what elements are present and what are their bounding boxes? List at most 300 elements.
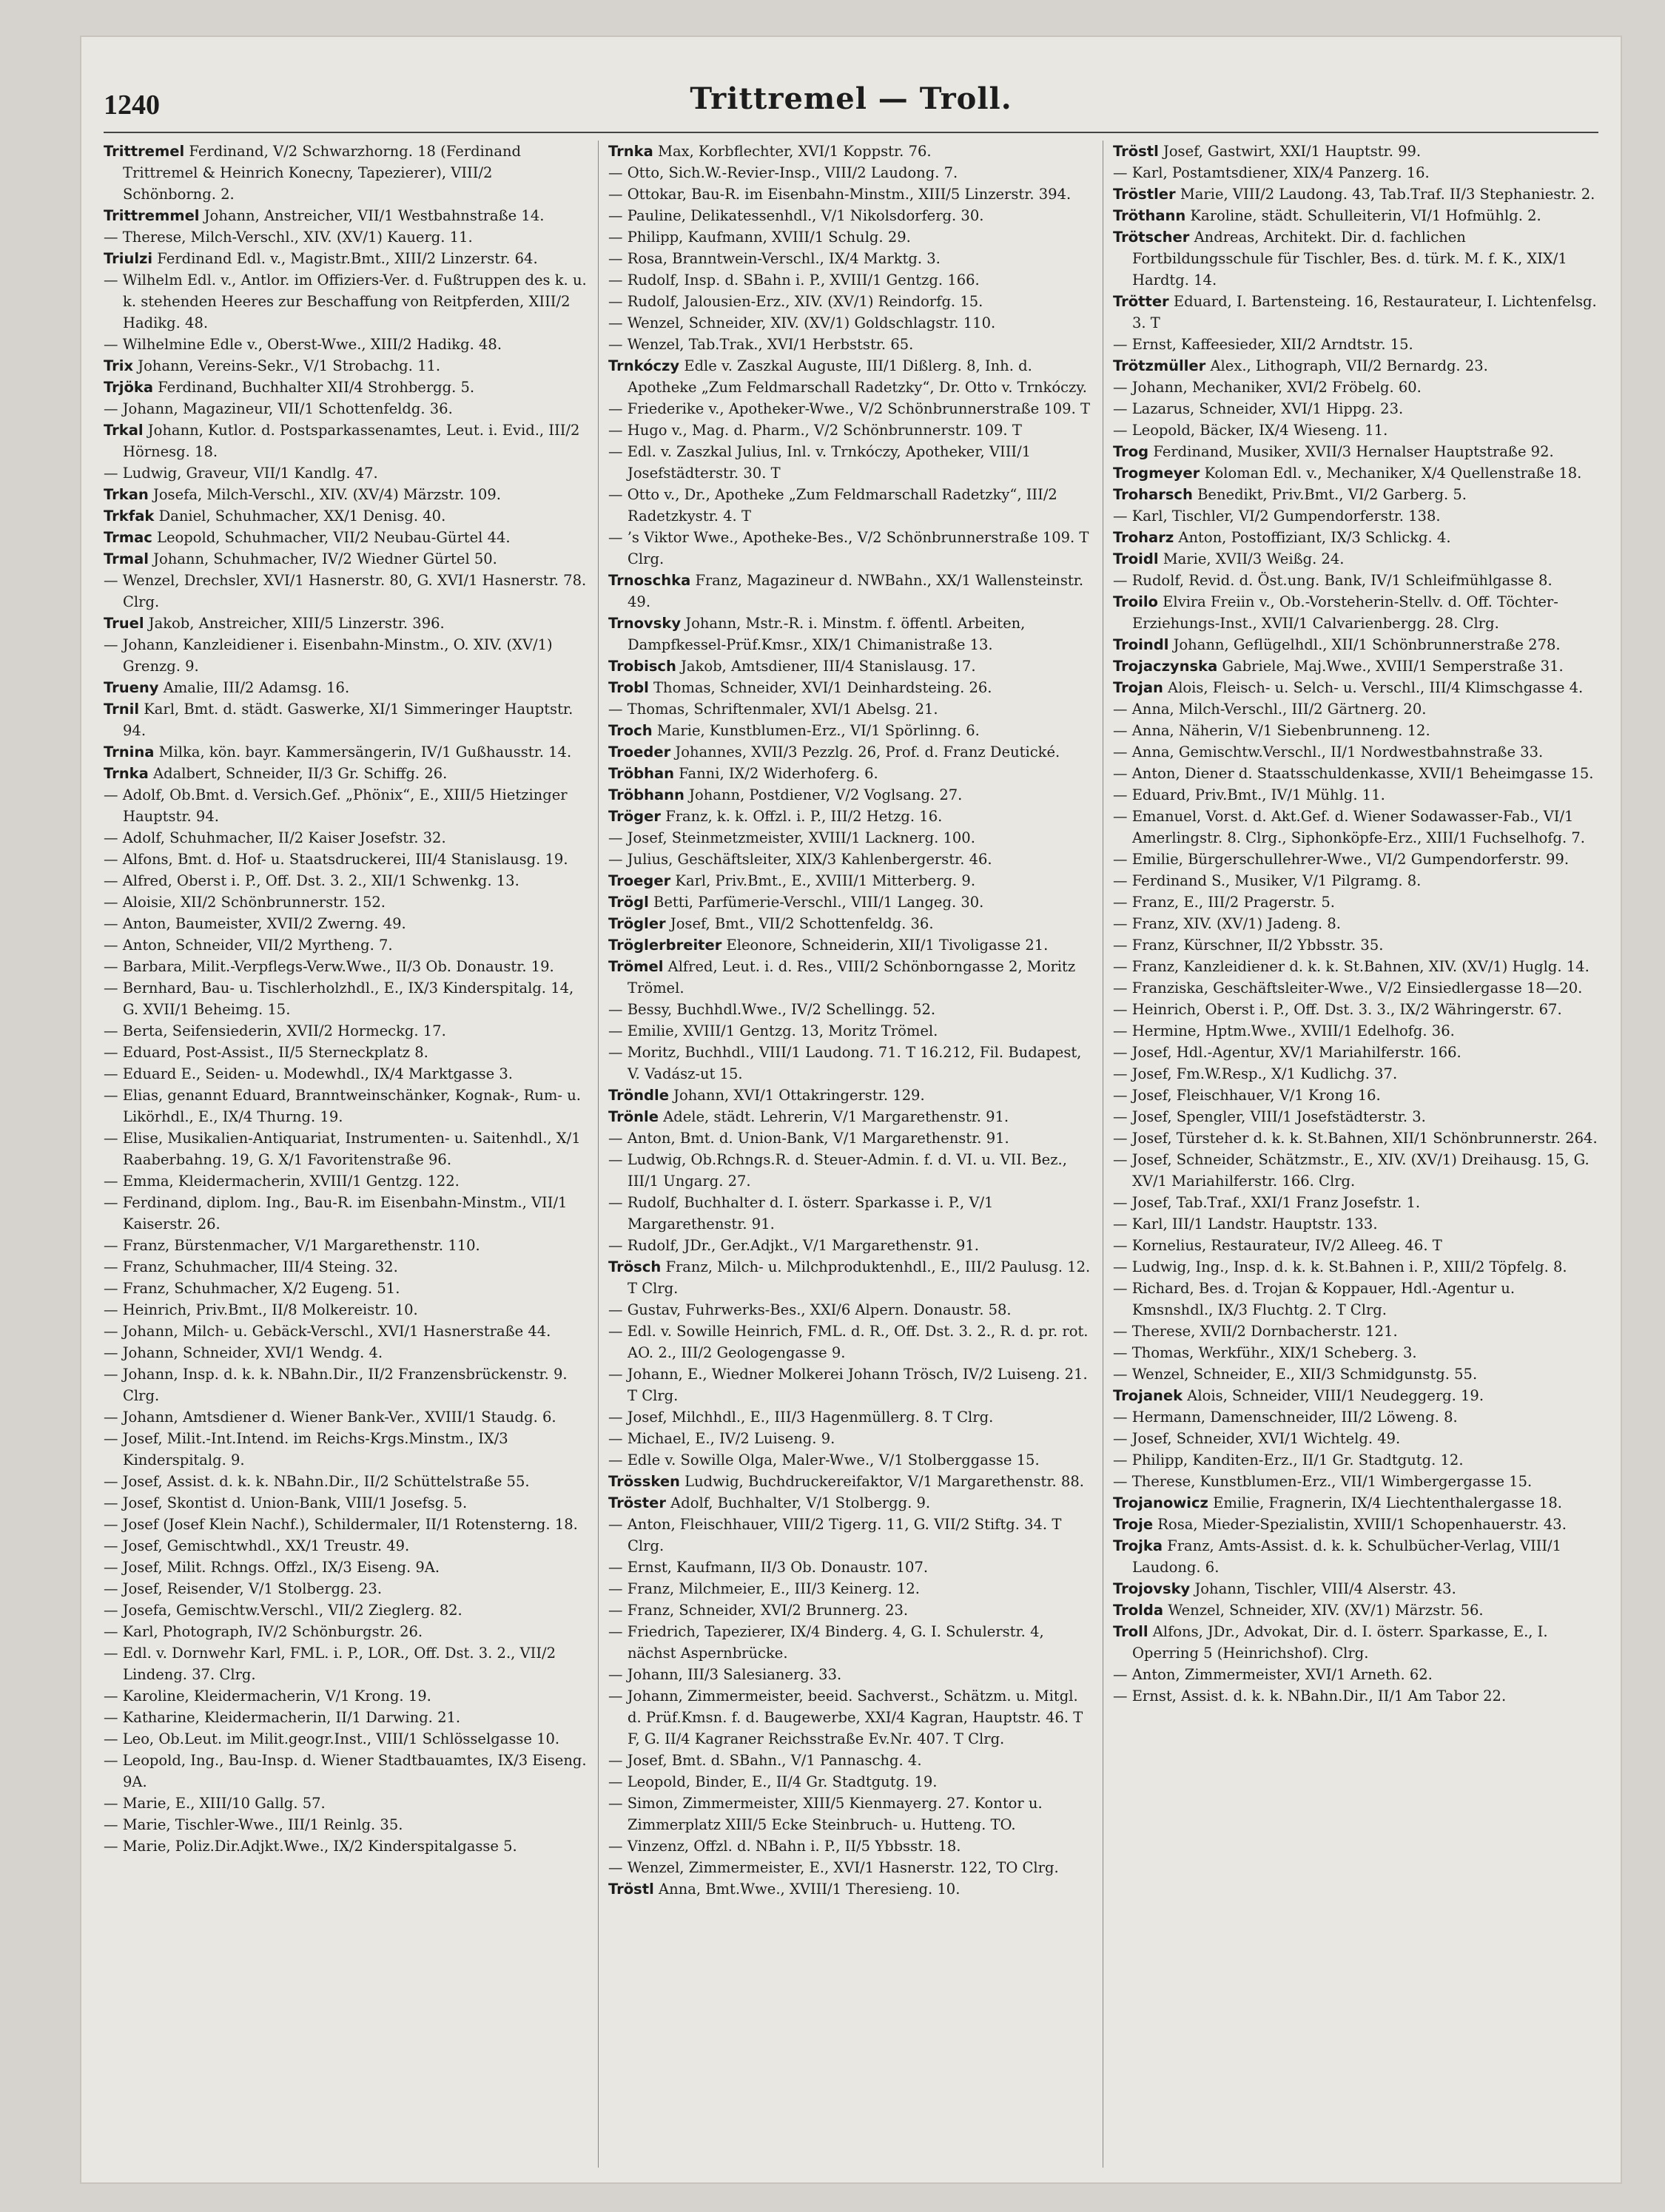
- entry-surname: Trittremel: [104, 143, 185, 160]
- entry-details: Eleonore, Schneiderin, XII/1 Tivoligasse 21.: [726, 937, 1049, 954]
- directory-entry: [104, 1085, 588, 1127]
- entry-details: — Hermine, Hptm.Wwe., XVIII/1 Edelhofg. 36.: [1113, 1022, 1455, 1039]
- entry-details: Johann, Kutlor. d. Postsparkassenamtes, Leut. i. Evid., III/2 Hörnesg. 18.: [123, 422, 580, 460]
- entry-surname: Tröstler: [1113, 186, 1176, 203]
- entry-details: — Marie, Tischler-Wwe., III/1 Reinlg. 35.: [104, 1816, 403, 1833]
- entry-surname: Trix: [104, 357, 134, 374]
- entry-details: — Edl. v. Zaszkal Julius, Inl. v. Trnkóczy, Apotheker, VIII/1 Josefstädterstr. 30. T: [608, 443, 1032, 482]
- directory-entry: [104, 355, 588, 377]
- directory-entry: [104, 484, 588, 505]
- entry-details: — Anna, Milch-Verschl., III/2 Gärtnerg. 20.: [1113, 701, 1427, 718]
- entry-details: Johann, Mstr.-R. i. Minstm. f. öffentl. Arbeiten, Dampfkessel-Prüf.Kmsr., XIX/1 Chimanistraße 13.: [628, 615, 1026, 653]
- entry-details: — Richard, Bes. d. Trojan & Koppauer, Hdl.-Agentur u. Kmsnshdl., IX/3 Fluchtg. 2. T Clrg.: [1113, 1280, 1516, 1318]
- entry-surname: Trkan: [104, 486, 149, 503]
- entry-details: Ferdinand, V/2 Schwarzhorng. 18 (Ferdinand Trittremel & Heinrich Konecny, Tapezierer), VIII/2 Schönborng. 2.: [123, 143, 522, 203]
- entry-details: — Josef, Schneider, Schätzmstr., E., XIV. (XV/1) Dreihausg. 15, G. XV/1 Mariahilferstr. 166. Clrg.: [1113, 1151, 1590, 1190]
- directory-entry: [608, 1621, 1093, 1664]
- entry-details: — Karl, III/1 Landstr. Hauptstr. 133.: [1113, 1215, 1378, 1233]
- entry-surname: Troharz: [1113, 529, 1174, 546]
- directory-entry: [608, 484, 1093, 527]
- entry-details: — Anna, Gemischtw.Verschl., II/1 Nordwestbahnstraße 33.: [1113, 743, 1544, 761]
- directory-entry: [104, 1235, 588, 1256]
- directory-entry: [1113, 527, 1598, 548]
- entry-details: Emilie, Fragnerin, IX/4 Liechtenthalergasse 18.: [1213, 1494, 1562, 1511]
- entry-details: — Rosa, Branntwein-Verschl., IX/4 Marktg. 3.: [608, 250, 941, 267]
- entry-details: — Josef, Hdl.-Agentur, XV/1 Mariahilferstr. 166.: [1113, 1044, 1462, 1061]
- entry-surname: Trojan: [1113, 679, 1163, 696]
- directory-entry: [608, 291, 1093, 312]
- entry-details: — Ernst, Kaufmann, II/3 Ob. Donaustr. 107.: [608, 1559, 929, 1576]
- entry-surname: Troindl: [1113, 636, 1169, 653]
- directory-entry: [104, 1063, 588, 1085]
- directory-entry: [1113, 1578, 1598, 1599]
- directory-entry: [1113, 1278, 1598, 1321]
- entry-details: Alois, Schneider, VIII/1 Neudeggerg. 19.: [1187, 1387, 1484, 1404]
- entry-details: — Wilhelm Edl. v., Antlor. im Offiziers-Ver. d. Fußtruppen des k. u. k. stehenden Heeres zur Beschaffung von Reitpferden, XIII/2 Hadikg. 48.: [104, 272, 587, 331]
- directory-entry: [608, 827, 1093, 849]
- directory-entry: [608, 226, 1093, 248]
- entry-details: — Leopold, Binder, E., II/4 Gr. Stadtgutg. 19.: [608, 1773, 938, 1790]
- entry-details: Eduard, I. Bartensteing. 16, Restaurateur, I. Lichtenfelsg. 3. T: [1132, 293, 1597, 331]
- entry-surname: Trnka: [104, 765, 149, 782]
- entry-details: — Alfons, Bmt. d. Hof- u. Staatsdruckerei, III/4 Stanislausg. 19.: [104, 851, 568, 868]
- directory-entry: [104, 205, 588, 226]
- entry-details: Alfred, Leut. i. d. Res., VIII/2 Schönborngasse 2, Moritz Trömel.: [628, 958, 1076, 997]
- entry-surname: Truel: [104, 615, 144, 632]
- entry-details: — Johann, Zimmermeister, beeid. Sachverst., Schätzm. u. Mitgl. d. Prüf.Kmsn. f. d. Baugewerbe, XXI/4 Kagran, Hauptstr. 46. T F, G. II/4 Kagraner Reichsstraße Ev.Nr. 407. T Clrg.: [608, 1687, 1083, 1747]
- entry-details: Johann, Vereins-Sekr., V/1 Strobachg. 11.: [138, 357, 441, 374]
- directory-entry: [608, 269, 1093, 291]
- directory-entry: [104, 1535, 588, 1557]
- directory-entry: [104, 934, 588, 956]
- directory-entry: [104, 226, 588, 248]
- entry-details: — Friederike v., Apotheker-Wwe., V/2 Schönbrunnerstraße 109. T: [608, 400, 1090, 417]
- directory-entry: [608, 1363, 1093, 1406]
- entry-details: — Franz, E., III/2 Pragerstr. 5.: [1113, 894, 1335, 911]
- directory-entry: [608, 1406, 1093, 1428]
- entry-details: — Anton, Baumeister, XVII/2 Zwerng. 49.: [104, 915, 406, 932]
- entry-surname: Tröglerbreiter: [608, 937, 722, 954]
- entry-details: — Bernhard, Bau- u. Tischlerholzhdl., E., IX/3 Kinderspitalg. 14, G. XVII/1 Beheimg. 15.: [104, 979, 574, 1018]
- entry-details: — Therese, Kunstblumen-Erz., VII/1 Wimbergergasse 15.: [1113, 1473, 1533, 1490]
- entry-surname: Tröstl: [608, 1881, 654, 1898]
- column-2: [608, 141, 1093, 2168]
- directory-entry: [608, 1771, 1093, 1793]
- directory-entry: [608, 613, 1093, 655]
- entry-details: — Elias, genannt Eduard, Branntweinschänker, Kognak-, Rum- u. Likörhdl., E., IX/4 Thurng. 19.: [104, 1087, 581, 1125]
- directory-entry: [608, 1835, 1093, 1857]
- directory-entry: [1113, 1621, 1598, 1664]
- directory-entry: [1113, 1406, 1598, 1428]
- directory-entry: [608, 956, 1093, 999]
- directory-entry: [1113, 334, 1598, 355]
- directory-entry: [1113, 1535, 1598, 1578]
- entry-details: — Anton, Zimmermeister, XVI/1 Arneth. 62.: [1113, 1666, 1433, 1683]
- directory-entry: [608, 1299, 1093, 1321]
- directory-entry: [608, 1793, 1093, 1835]
- directory-entry: [608, 1235, 1093, 1256]
- entry-surname: Troeder: [608, 743, 671, 761]
- directory-entry: [104, 1342, 588, 1363]
- directory-entry: [1113, 1428, 1598, 1449]
- directory-entry: [608, 1321, 1093, 1363]
- directory-entry: [104, 1707, 588, 1728]
- entry-details: Franz, Amts-Assist. d. k. k. Schulbücher-Verlag, VIII/1 Laudong. 6.: [1132, 1537, 1562, 1576]
- entry-details: — Marie, E., XIII/10 Gallg. 57.: [104, 1795, 326, 1812]
- directory-entry: [104, 634, 588, 677]
- entry-surname: Tröstl: [1113, 143, 1159, 160]
- column-divider: [598, 141, 599, 2168]
- entry-surname: Trojanek: [1113, 1387, 1183, 1404]
- directory-entry: [104, 1256, 588, 1278]
- directory-entry: [1113, 956, 1598, 977]
- directory-entry: [104, 1170, 588, 1192]
- directory-entry: [608, 741, 1093, 763]
- entry-details: Adele, städt. Lehrerin, V/1 Margarethenstr. 91.: [663, 1108, 1009, 1125]
- entry-details: — Johann, III/3 Salesianerg. 33.: [608, 1666, 842, 1683]
- entry-details: Ferdinand, Buchhalter XII/4 Strohbergg. 5.: [158, 379, 475, 396]
- directory-entry: [608, 1685, 1093, 1750]
- directory-entry: [608, 1085, 1093, 1106]
- entry-surname: Trog: [1113, 443, 1149, 460]
- entry-details: — Rudolf, Revid. d. Öst.ung. Bank, IV/1 Schleifmühlgasse 8.: [1113, 572, 1553, 589]
- entry-details: Karl, Priv.Bmt., E., XVIII/1 Mitterberg. 9.: [675, 872, 976, 889]
- directory-entry: [104, 505, 588, 527]
- directory-entry: [1113, 355, 1598, 377]
- directory-entry: [608, 1106, 1093, 1127]
- entry-details: — Josef, Reisender, V/1 Stolbergg. 23.: [104, 1580, 383, 1597]
- entry-details: Johann, Postdiener, V/2 Voglsang. 27.: [689, 786, 963, 803]
- entry-surname: Trojka: [1113, 1537, 1163, 1554]
- entry-details: Franz, Milch- u. Milchproduktenhdl., E., III/2 Paulusg. 12. T Clrg.: [628, 1258, 1091, 1297]
- entry-details: Franz, k. k. Offzl. i. P., III/2 Hetzg. 16.: [665, 808, 943, 825]
- entry-details: — Heinrich, Priv.Bmt., II/8 Molkereistr. 10.: [104, 1301, 418, 1318]
- directory-entry: [608, 1557, 1093, 1578]
- entry-surname: Trnka: [608, 143, 653, 160]
- entry-details: — ’s Viktor Wwe., Apotheke-Bes., V/2 Schönbrunnerstraße 109. T Clrg.: [608, 529, 1089, 567]
- entry-surname: Trnina: [104, 743, 155, 761]
- directory-entry: [608, 1256, 1093, 1299]
- entry-details: — Emilie, Bürgerschullehrer-Wwe., VI/2 Gumpendorferstr. 99.: [1113, 851, 1570, 868]
- directory-entry: [104, 248, 588, 269]
- directory-entry: [608, 527, 1093, 570]
- entry-details: — Josef (Josef Klein Nachf.), Schildermaler, II/1 Rotensterng. 18.: [104, 1516, 578, 1533]
- entry-details: — Franz, Bürstenmacher, V/1 Margarethenstr. 110.: [104, 1237, 480, 1254]
- directory-entry: [1113, 548, 1598, 570]
- entry-surname: Trötscher: [1113, 229, 1190, 246]
- directory-entry: [104, 763, 588, 784]
- directory-entry: [1113, 913, 1598, 934]
- entry-details: — Pauline, Delikatessenhdl., V/1 Nikolsdorferg. 30.: [608, 207, 984, 224]
- entry-surname: Trkfak: [104, 508, 155, 525]
- entry-details: — Ludwig, Ing., Insp. d. k. k. St.Bahnen i. P., XIII/2 Töpfelg. 8.: [1113, 1258, 1567, 1275]
- directory-entry: [608, 677, 1093, 698]
- entry-details: — Anton, Fleischhauer, VIII/2 Tigerg. 11, G. VII/2 Stiftg. 34. T Clrg.: [608, 1516, 1062, 1554]
- entry-details: — Ludwig, Graveur, VII/1 Kandlg. 47.: [104, 465, 378, 482]
- entry-details: Gabriele, Maj.Wwe., XVIII/1 Semperstraße 31.: [1222, 658, 1564, 675]
- entry-details: Anna, Bmt.Wwe., XVIII/1 Theresieng. 10.: [659, 1881, 961, 1898]
- entry-details: — Therese, XVII/2 Dornbacherstr. 121.: [1113, 1323, 1398, 1340]
- directory-entry: [104, 1835, 588, 1857]
- directory-entry: [1113, 1106, 1598, 1127]
- entry-surname: Trmal: [104, 550, 149, 567]
- entry-surname: Trönle: [608, 1108, 659, 1125]
- entry-details: — Josef, Milit.-Int.Intend. im Reichs-Krgs.Minstm., IX/3 Kinderspitalg. 9.: [104, 1430, 508, 1469]
- entry-details: — Rudolf, Buchhalter d. I. österr. Sparkasse i. P., V/1 Margarethenstr. 91.: [608, 1194, 994, 1233]
- directory-entry: [608, 355, 1093, 398]
- entry-details: — Karoline, Kleidermacherin, V/1 Krong. 19.: [104, 1687, 431, 1704]
- entry-details: — Josef, Bmt. d. SBahn., V/1 Pannaschg. 4.: [608, 1752, 922, 1769]
- directory-entry: [608, 806, 1093, 827]
- entry-details: — Friedrich, Tapezierer, IX/4 Binderg. 4, G. I. Schulerstr. 4, nächst Aspernbrücke.: [608, 1623, 1044, 1662]
- entry-details: — Johann, Magazineur, VII/1 Schottenfeldg. 36.: [104, 400, 453, 417]
- directory-entry: [1113, 183, 1598, 205]
- entry-details: — Berta, Seifensiederin, XVII/2 Hormeckg. 17.: [104, 1022, 446, 1039]
- directory-entry: [1113, 891, 1598, 913]
- entry-details: — Eduard, Post-Assist., II/5 Sterneckplatz 8.: [104, 1044, 428, 1061]
- directory-entry: [608, 205, 1093, 226]
- entry-surname: Trögler: [608, 915, 666, 932]
- entry-details: — Kornelius, Restaurateur, IV/2 Alleeg. 46. T: [1113, 1237, 1442, 1254]
- directory-entry: [1113, 655, 1598, 677]
- entry-details: — Rudolf, JDr., Ger.Adjkt., V/1 Margarethenstr. 91.: [608, 1237, 979, 1254]
- directory-entry: [1113, 763, 1598, 784]
- entry-details: — Eduard E., Seiden- u. Modewhdl., IX/4 Marktgasse 3.: [104, 1065, 513, 1082]
- directory-page: [81, 37, 1621, 2182]
- entry-details: — Josef, Schneider, XVI/1 Wichtelg. 49.: [1113, 1430, 1401, 1447]
- entry-details: — Philipp, Kanditen-Erz., II/1 Gr. Stadtgutg. 12.: [1113, 1451, 1464, 1469]
- directory-entry: [1113, 1213, 1598, 1235]
- entry-details: — Josef, Türsteher d. k. k. St.Bahnen, XII/1 Schönbrunnerstr. 264.: [1113, 1130, 1598, 1147]
- directory-entry: [608, 1149, 1093, 1192]
- entry-surname: Trnoschka: [608, 572, 691, 589]
- entry-details: Koloman Edl. v., Mechaniker, X/4 Quellenstraße 18.: [1204, 465, 1582, 482]
- entry-surname: Trojanowicz: [1113, 1494, 1208, 1511]
- entry-details: — Johann, Kanzleidiener i. Eisenbahn-Minstm., O. XIV. (XV/1) Grenzg. 9.: [104, 636, 553, 675]
- column-1: [104, 141, 588, 2168]
- entry-details: — Eduard, Priv.Bmt., IV/1 Mühlg. 11.: [1113, 786, 1385, 803]
- directory-entry: [608, 1514, 1093, 1557]
- entry-details: — Anton, Diener d. Staatsschuldenkasse, XVII/1 Beheimgasse 15.: [1113, 765, 1594, 782]
- entry-details: Daniel, Schuhmacher, XX/1 Denisg. 40.: [158, 508, 446, 525]
- entry-surname: Trötter: [1113, 293, 1169, 310]
- entry-details: — Adolf, Schuhmacher, II/2 Kaiser Josefstr. 32.: [104, 829, 446, 846]
- directory-entry: [104, 1363, 588, 1406]
- entry-surname: Trojaczynska: [1113, 658, 1218, 675]
- entry-surname: Trösch: [608, 1258, 662, 1275]
- directory-entry: [104, 1514, 588, 1535]
- directory-entry: [104, 1278, 588, 1299]
- directory-entry: [104, 462, 588, 484]
- entry-details: — Bessy, Buchhdl.Wwe., IV/2 Schellingg. 52.: [608, 1001, 936, 1018]
- entry-surname: Trojovsky: [1113, 1580, 1191, 1597]
- entry-surname: Trögl: [608, 894, 649, 911]
- entry-surname: Troilo: [1113, 593, 1158, 610]
- entry-details: — Johann, Amtsdiener d. Wiener Bank-Ver., XVIII/1 Staudg. 6.: [104, 1409, 556, 1426]
- directory-entry: [104, 977, 588, 1020]
- directory-entry: [104, 827, 588, 849]
- entry-details: — Johann, E., Wiedner Molkerei Johann Trösch, IV/2 Luiseng. 21. T Clrg.: [608, 1366, 1088, 1404]
- directory-entry: [1113, 677, 1598, 698]
- directory-entry: [1113, 141, 1598, 162]
- entry-details: Ferdinand, Musiker, XVII/3 Hernalser Hauptstraße 92.: [1153, 443, 1554, 460]
- entry-details: — Wilhelmine Edle v., Oberst-Wwe., XIII/2 Hadikg. 48.: [104, 336, 502, 353]
- entry-surname: Trötzmüller: [1113, 357, 1206, 374]
- directory-entry: [104, 1127, 588, 1170]
- entry-details: Jakob, Amtsdiener, III/4 Stanislausg. 17.: [681, 658, 976, 675]
- entry-details: Max, Korbflechter, XVI/1 Koppstr. 76.: [658, 143, 932, 160]
- directory-entry: [104, 891, 588, 913]
- directory-entry: [104, 527, 588, 548]
- entry-details: — Josef, Spengler, VIII/1 Josefstädterstr. 3.: [1113, 1108, 1426, 1125]
- entry-details: — Hermann, Damenschneider, III/2 Löweng. 8.: [1113, 1409, 1458, 1426]
- entry-details: Josef, Bmt., VII/2 Schottenfeldg. 36.: [670, 915, 934, 932]
- directory-entry: [104, 956, 588, 977]
- entry-details: — Johann, Insp. d. k. k. NBahn.Dir., II/2 Franzensbrückenstr. 9. Clrg.: [104, 1366, 568, 1404]
- directory-entry: [1113, 398, 1598, 419]
- entry-surname: Trobl: [608, 679, 649, 696]
- entry-details: — Karl, Postamtsdiener, XIX/4 Panzerg. 16.: [1113, 164, 1430, 181]
- entry-details: Leopold, Schuhmacher, VII/2 Neubau-Gürtel 44.: [157, 529, 511, 546]
- directory-entry: [608, 870, 1093, 891]
- directory-entry: [104, 870, 588, 891]
- entry-details: Ferdinand Edl. v., Magistr.Bmt., XIII/2 Linzerstr. 64.: [157, 250, 538, 267]
- directory-entry: [608, 1449, 1093, 1471]
- directory-entry: [1113, 570, 1598, 591]
- entry-details: Josef, Gastwirt, XXI/1 Hauptstr. 99.: [1163, 143, 1422, 160]
- entry-details: — Josef, Milchhdl., E., III/3 Hagenmüllerg. 8. T Clrg.: [608, 1409, 994, 1426]
- entry-surname: Tröthann: [1113, 207, 1186, 224]
- directory-entry: [104, 570, 588, 613]
- directory-entry: [104, 1321, 588, 1342]
- entry-surname: Tröndle: [608, 1087, 669, 1104]
- directory-entry: [608, 1599, 1093, 1621]
- directory-entry: [1113, 591, 1598, 634]
- entry-details: — Vinzenz, Offzl. d. NBahn i. P., II/5 Ybbsstr. 18.: [608, 1838, 961, 1855]
- directory-entry: [608, 763, 1093, 784]
- entry-details: — Josef, Milit. Rchngs. Offzl., IX/3 Eiseng. 9A.: [104, 1559, 440, 1576]
- directory-entry: [608, 312, 1093, 334]
- directory-entry: [1113, 1235, 1598, 1256]
- directory-entry: [104, 741, 588, 763]
- entry-surname: Trössken: [608, 1473, 680, 1490]
- directory-entry: [1113, 1321, 1598, 1342]
- entry-details: — Aloisie, XII/2 Schönbrunnerstr. 152.: [104, 894, 386, 911]
- entry-details: — Franz, Schuhmacher, X/2 Eugeng. 51.: [104, 1280, 400, 1297]
- directory-entry: [608, 1020, 1093, 1042]
- directory-entry: [1113, 1471, 1598, 1492]
- entry-details: Marie, VIII/2 Laudong. 43, Tab.Traf. II/3 Stephaniestr. 2.: [1180, 186, 1595, 203]
- entry-details: — Josefa, Gemischtw.Verschl., VII/2 Zieglerg. 82.: [104, 1602, 462, 1619]
- directory-entry: [1113, 1685, 1598, 1707]
- directory-entry: [104, 1621, 588, 1642]
- directory-entry: [1113, 741, 1598, 763]
- directory-entry: [1113, 419, 1598, 441]
- directory-entry: [1113, 1149, 1598, 1192]
- directory-entry: [608, 720, 1093, 741]
- entry-surname: Troeger: [608, 872, 671, 889]
- entry-details: — Leopold, Bäcker, IX/4 Wieseng. 11.: [1113, 422, 1388, 439]
- entry-details: — Rudolf, Jalousien-Erz., XIV. (XV/1) Reindorfg. 15.: [608, 293, 983, 310]
- entry-surname: Tröger: [608, 808, 661, 825]
- entry-details: — Heinrich, Oberst i. P., Off. Dst. 3. 3., IX/2 Währingerstr. 67.: [1113, 1001, 1562, 1018]
- directory-entry: [104, 913, 588, 934]
- entry-details: Josefa, Milch-Verschl., XIV. (XV/4) Märzstr. 109.: [153, 486, 501, 503]
- entry-details: Wenzel, Schneider, XIV. (XV/1) Märzstr. 56.: [1168, 1602, 1484, 1619]
- entry-details: — Therese, Milch-Verschl., XIV. (XV/1) Kauerg. 11.: [104, 229, 473, 246]
- entry-details: Andreas, Architekt. Dir. d. fachlichen Fortbildungsschule für Tischler, Bes. d. türk. M. f. K., XIX/1 Hardtg. 14.: [1132, 229, 1567, 289]
- entry-details: — Ernst, Assist. d. k. k. NBahn.Dir., II/1 Am Tabor 22.: [1113, 1687, 1507, 1704]
- entry-details: — Franz, Kürschner, II/2 Ybbsstr. 35.: [1113, 937, 1384, 954]
- directory-entry: [1113, 1492, 1598, 1514]
- directory-entry: [1113, 698, 1598, 720]
- entry-details: — Franz, Schuhmacher, III/4 Steing. 32.: [104, 1258, 398, 1275]
- directory-entry: [1113, 1256, 1598, 1278]
- entry-details: Franz, Magazineur d. NWBahn., XX/1 Wallensteinstr. 49.: [628, 572, 1084, 610]
- entry-details: Adalbert, Schneider, II/3 Gr. Schiffg. 26.: [153, 765, 448, 782]
- entry-details: — Josef, Fleischhauer, V/1 Krong 16.: [1113, 1087, 1381, 1104]
- directory-entry: [104, 398, 588, 419]
- directory-entry: [104, 1599, 588, 1621]
- entry-details: — Franz, Milchmeier, E., III/3 Keinerg. 12.: [608, 1580, 920, 1597]
- entry-surname: Tröster: [608, 1494, 666, 1511]
- directory-entry: [608, 1578, 1093, 1599]
- directory-entry: [1113, 999, 1598, 1020]
- entry-details: — Josef, Skontist d. Union-Bank, VIII/1 Josefsg. 5.: [104, 1494, 468, 1511]
- entry-details: — Leo, Ob.Leut. im Milit.geogr.Inst., VIII/1 Schlösselgasse 10.: [104, 1730, 560, 1747]
- entry-surname: Trmac: [104, 529, 152, 546]
- entry-details: — Wenzel, Zimmermeister, E., XVI/1 Hasnerstr. 122, TO Clrg.: [608, 1859, 1059, 1876]
- directory-entry: [104, 419, 588, 462]
- entry-details: — Simon, Zimmermeister, XIII/5 Kienmayerg. 27. Kontor u. Zimmerplatz XIII/5 Ecke Steinbruch- u. Hutteng. TO.: [608, 1795, 1043, 1833]
- directory-entry: [1113, 634, 1598, 655]
- entry-details: — Thomas, Schriftenmaler, XVI/1 Abelsg. 21.: [608, 701, 938, 718]
- directory-entry: [104, 377, 588, 398]
- entry-details: — Johann, Schneider, XVI/1 Wendg. 4.: [104, 1344, 383, 1361]
- directory-entry: [104, 1750, 588, 1793]
- column-3: [1113, 141, 1598, 2168]
- entry-surname: Triulzi: [104, 250, 153, 267]
- entry-details: — Josef, Tab.Traf., XXI/1 Franz Josefstr. 1.: [1113, 1194, 1421, 1211]
- directory-entry: [608, 141, 1093, 162]
- entry-details: — Franz, Schneider, XVI/2 Brunnerg. 23.: [608, 1602, 909, 1619]
- entry-details: — Wenzel, Schneider, XIV. (XV/1) Goldschlagstr. 110.: [608, 314, 996, 331]
- entry-details: — Ferdinand S., Musiker, V/1 Pilgramg. 8.: [1113, 872, 1422, 889]
- entry-details: — Otto v., Dr., Apotheke „Zum Feldmarschall Radetzky“, III/2 Radetzkystr. 4. T: [608, 486, 1057, 525]
- entry-details: Alex., Lithograph, VII/2 Bernardg. 23.: [1210, 357, 1488, 374]
- directory-entry: [1113, 377, 1598, 398]
- directory-entry: [608, 570, 1093, 613]
- entry-details: Benedikt, Priv.Bmt., VI/2 Garberg. 5.: [1197, 486, 1467, 503]
- entry-details: — Adolf, Ob.Bmt. d. Versich.Gef. „Phönix“, E., XIII/5 Hietzinger Hauptstr. 94.: [104, 786, 568, 825]
- entry-details: — Josef, Assist. d. k. k. NBahn.Dir., II/2 Schüttelstraße 55.: [104, 1473, 530, 1490]
- directory-entry: [1113, 870, 1598, 891]
- entry-details: Johann, Schuhmacher, IV/2 Wiedner Gürtel 50.: [153, 550, 497, 567]
- entry-details: Johann, Geflügelhdl., XII/1 Schönbrunnerstraße 278.: [1173, 636, 1561, 653]
- directory-entry: [104, 1814, 588, 1835]
- directory-entry: [608, 1878, 1093, 1900]
- entry-details: Betti, Parfümerie-Verschl., VIII/1 Langeg. 30.: [653, 894, 984, 911]
- directory-entry: [608, 1471, 1093, 1492]
- entry-details: — Edl. v. Sowille Heinrich, FML. d. R., Off. Dst. 3. 2., R. d. pr. rot. AO. 2., III/2 Geologengasse 9.: [608, 1323, 1089, 1361]
- entry-details: — Josef, Steinmetzmeister, XVIII/1 Lacknerg. 100.: [608, 829, 975, 846]
- directory-entry: [1113, 1127, 1598, 1149]
- directory-entry: [608, 441, 1093, 484]
- entry-surname: Trittremmel: [104, 207, 200, 224]
- directory-entry: [608, 849, 1093, 870]
- entry-details: Alois, Fleisch- u. Selch- u. Verschl., III/4 Klimschgasse 4.: [1168, 679, 1584, 696]
- entry-details: Johann, Anstreicher, VII/1 Westbahnstraße 14.: [204, 207, 545, 224]
